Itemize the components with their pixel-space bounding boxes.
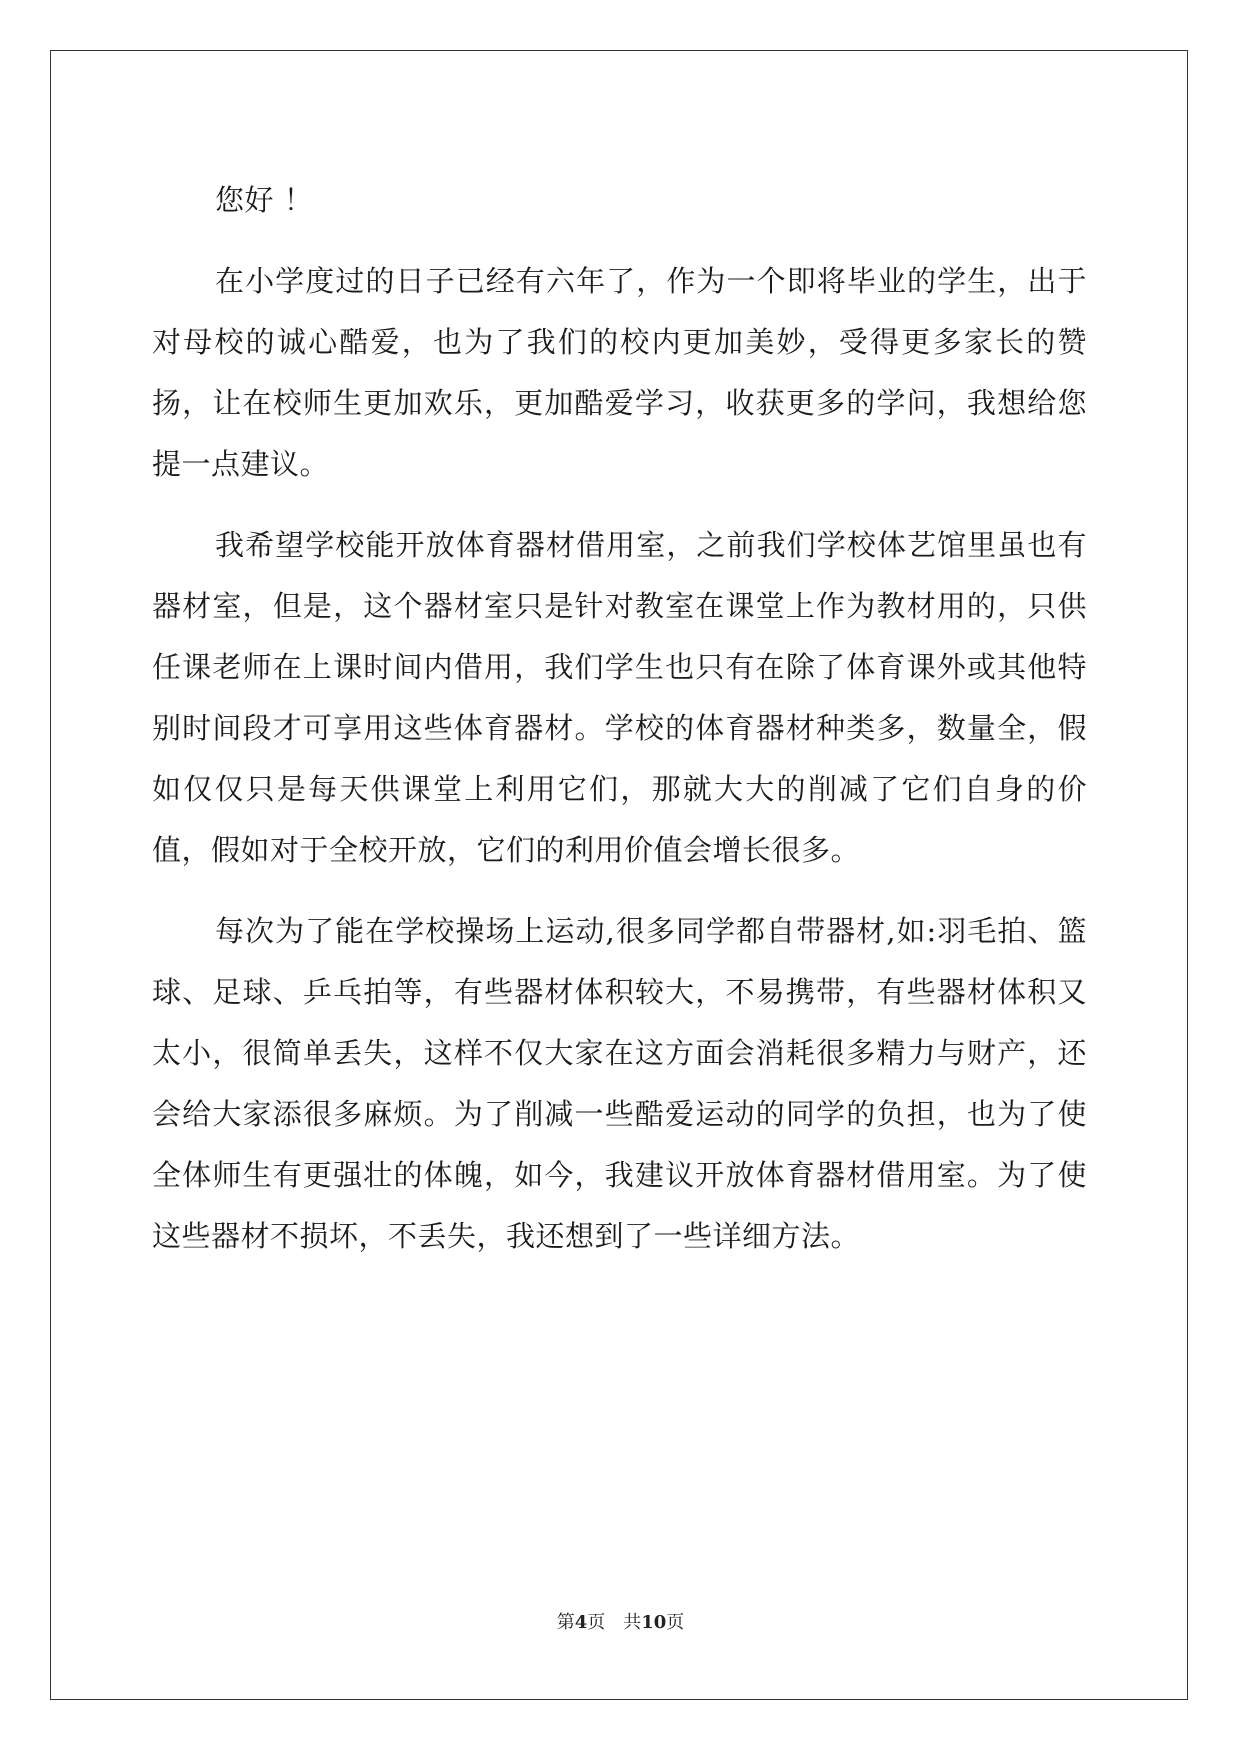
page-suffix: 页 — [587, 1612, 606, 1633]
page-footer — [0, 1608, 1241, 1634]
total-prefix: 共 — [623, 1612, 642, 1633]
paragraph-2: 我希望学校能开放体育器材借用室，之前我们学校体艺馆里虽也有器材室，但是，这个器材室只是针对教室在课堂上作为教材用的，只供任课老师在上课时间内借用，我们学生也只有在除了体育课外或其他特别时间段才可享用这些体育器材。学校的体育器材种类多，数量全，假如仅仅只是每天供课堂上利用它们，那就大大的削减了它们自身的价值，假如对于全校开放，它们的利用价值会增长很多。 — [152, 528, 1087, 867]
page-number: 4 — [574, 1612, 588, 1633]
paragraph-1: 在小学度过的日子已经有六年了，作为一个即将毕业的学生，出于对母校的诚心酷爱，也为了我们的校内更加美妙，受得更多家长的赞扬，让在校师生更加欢乐，更加酷爱学习，收获更多的学问，我想给您提一点建议。 — [152, 264, 1087, 481]
greeting: 您好 ！ — [215, 183, 314, 217]
total-pages: 10 — [641, 1612, 667, 1633]
total-suffix: 页 — [666, 1612, 685, 1633]
letter-body — [152, 170, 1087, 1287]
page-prefix: 第 — [556, 1612, 575, 1633]
paragraph-3: 每次为了能在学校操场上运动,很多同学都自带器材,如:羽毛拍、篮球、足球、乒乓拍等，有些器材体积较大，不易携带，有些器材体积又太小，很简单丢失，这样不仅大家在这方面会消耗很多精力与财产，还会给大家添很多麻烦。为了削减一些酷爱运动的同学的负担，也为了使全体师生有更强壮的体魄，如今，我建议开放体育器材借用室。为了使这些器材不损坏，不丢失，我还想到了一些详细方法。 — [152, 914, 1087, 1253]
